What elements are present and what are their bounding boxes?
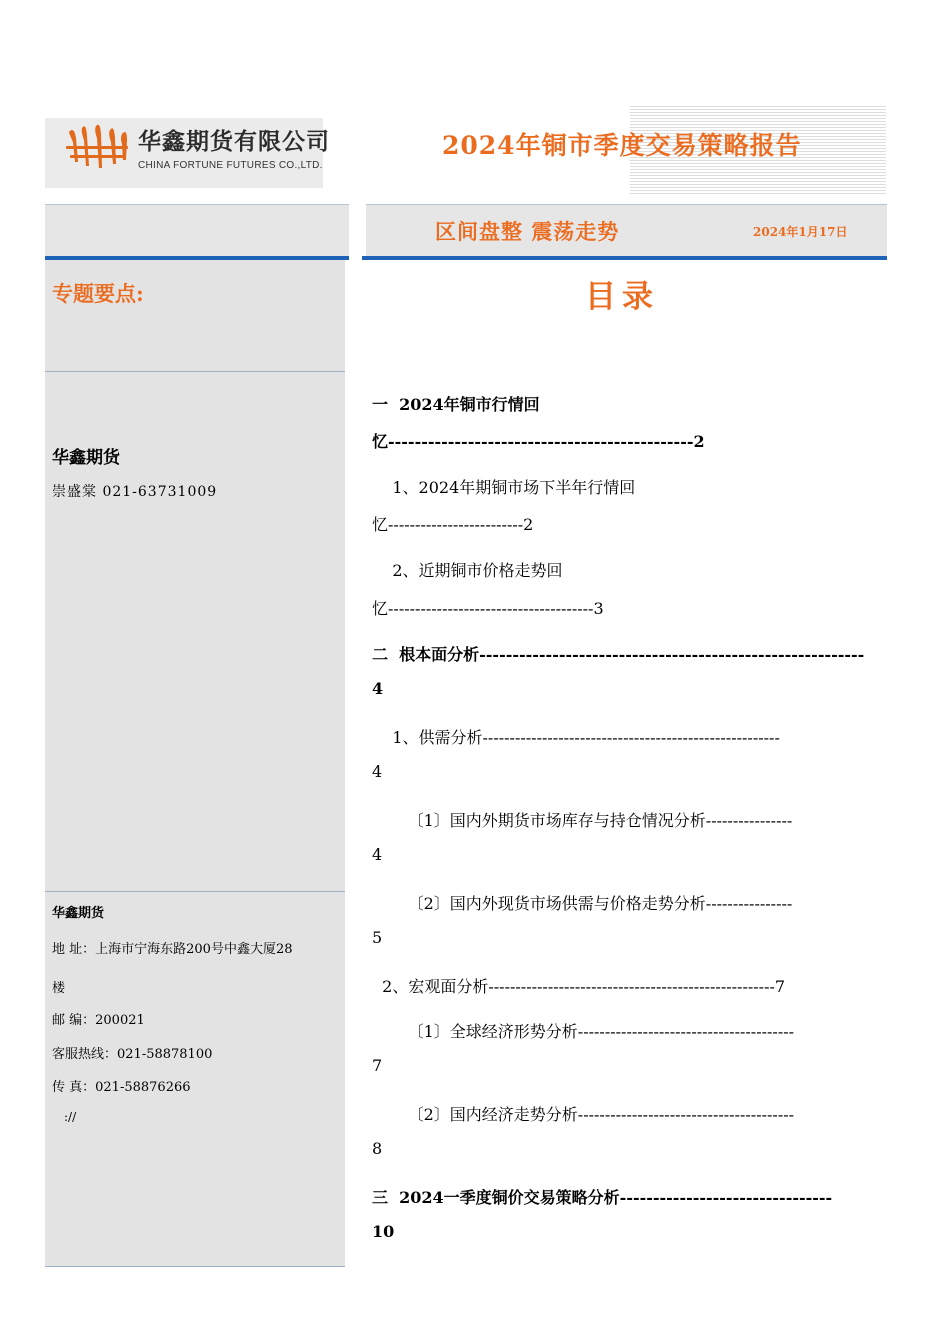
toc-line[interactable]: 忆--------------------------------------3 (372, 599, 604, 618)
subtitle-blue-rule (362, 256, 887, 260)
toc-line[interactable]: 一 2024年铜市行情回 (372, 395, 540, 414)
toc-line[interactable]: 7 (372, 1056, 383, 1075)
toc-line[interactable]: 〔2〕国内外现货市场供需与价格走势分析---------------- (372, 894, 793, 913)
report-title: 2024年铜市季度交易策略报告 (442, 131, 802, 160)
contact-company: 华鑫期货 (52, 906, 105, 921)
toc-line[interactable]: 二 根本面分析---------------------------------------------------------- (372, 645, 865, 664)
sidebar-panel (45, 260, 345, 1267)
sidebar-divider (45, 891, 345, 892)
contact-hotline: 客服热线：021-58878100 (52, 1047, 213, 1062)
toc-line[interactable]: 2、宏观面分析-----------------------------------------------------7 (372, 977, 786, 996)
analyst-contact: 崇盛棠 021-63731009 (52, 484, 218, 500)
contact-fax: 传 真：021-58876266 (52, 1080, 191, 1095)
company-name-cn: 华鑫期货有限公司 (138, 128, 330, 155)
analyst-company: 华鑫期货 (52, 448, 120, 468)
contact-website: :// (64, 1110, 77, 1124)
toc-line[interactable]: 4 (372, 845, 383, 864)
toc-line[interactable]: 8 (372, 1139, 383, 1158)
report-subtitle: 区间盘整 震荡走势 (435, 219, 620, 244)
toc-line[interactable]: 4 (372, 679, 384, 698)
toc-line[interactable]: 1、供需分析------------------------------------------------------- (372, 728, 780, 747)
toc-line[interactable]: 1、2024年期铜市场下半年行情回 (372, 478, 636, 497)
sidebar-divider (45, 1266, 345, 1267)
key-points-heading: 专题要点: (52, 281, 144, 306)
toc-line[interactable]: 4 (372, 762, 383, 781)
toc-line[interactable]: 〔1〕全球经济形势分析---------------------------------------- (372, 1022, 795, 1041)
report-date: 2024年1月17日 (753, 225, 848, 239)
toc-title: 目录 (585, 279, 659, 315)
toc-line[interactable]: 忆-------------------------2 (372, 515, 534, 534)
contact-zip: 邮 编：200021 (52, 1013, 145, 1028)
left-header-band (45, 205, 349, 256)
toc-line[interactable]: 2、近期铜市价格走势回 (372, 561, 563, 580)
toc-line[interactable]: 〔1〕国内外期货市场库存与持仓情况分析---------------- (372, 811, 793, 830)
contact-address-cont: 楼 (52, 981, 66, 996)
toc-line[interactable]: 忆----------------------------------------------2 (372, 432, 705, 451)
toc-line[interactable]: 10 (372, 1222, 395, 1241)
sidebar-divider (45, 371, 345, 372)
toc-line[interactable]: 5 (372, 928, 383, 947)
company-name-en: CHINA FORTUNE FUTURES CO.,LTD. (138, 160, 323, 171)
company-logo-icon (64, 122, 130, 174)
toc-line[interactable]: 〔2〕国内经济走势分析---------------------------------------- (372, 1105, 795, 1124)
contact-address: 地 址：上海市宁海东路200号中鑫大厦28 (52, 942, 293, 957)
toc-line[interactable]: 三 2024一季度铜价交易策略分析-------------------------------- (372, 1188, 833, 1207)
